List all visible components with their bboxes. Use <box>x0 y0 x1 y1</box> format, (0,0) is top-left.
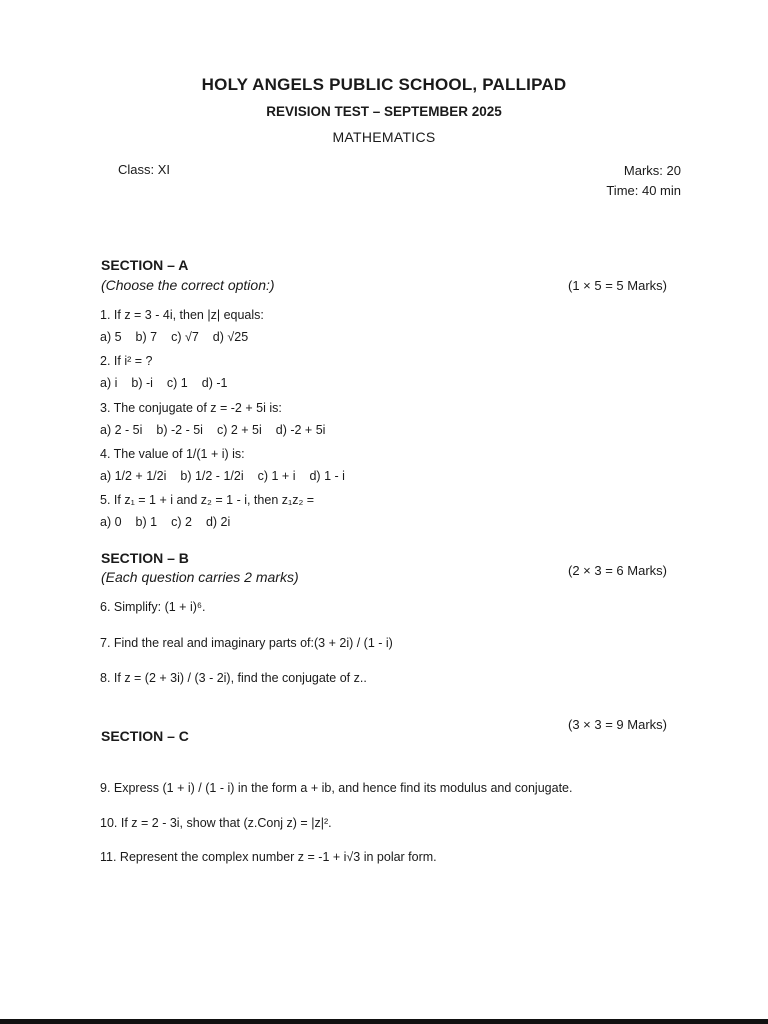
question-10: 10. If z = 2 - 3i, show that (z.Conj z) = |z|². <box>100 816 332 830</box>
time-label: Time: 40 min <box>606 183 681 198</box>
option: a) 0 <box>100 515 122 529</box>
option: a) i <box>100 376 118 390</box>
option: d) √25 <box>212 330 249 344</box>
question-6: 6. Simplify: (1 + i)⁶. <box>100 600 206 614</box>
question-4-options <box>100 469 359 483</box>
question-3-options <box>100 423 339 437</box>
section-b-marks: (2 × 3 = 6 Marks) <box>568 563 667 578</box>
option: d) -2 + 5i <box>275 423 326 437</box>
section-c-title: SECTION – C <box>101 728 189 744</box>
marks-label: Marks: 20 <box>623 163 681 178</box>
test-title: REVISION TEST – SEPTEMBER 2025 <box>266 104 502 119</box>
question-1: 1. If z = 3 - 4i, then |z| equals: <box>100 308 264 322</box>
question-5-options <box>100 515 244 529</box>
question-2-options <box>100 376 241 390</box>
option: a) 2 - 5i <box>100 423 143 437</box>
option: c) 1 <box>166 376 188 390</box>
question-8: 8. If z = (2 + 3i) / (3 - 2i), find the conjugate of z.. <box>100 671 367 685</box>
option: c) 2 + 5i <box>216 423 262 437</box>
option: a) 1/2 + 1/2i <box>100 469 167 483</box>
section-c-marks: (3 × 3 = 9 Marks) <box>568 717 667 732</box>
question-7: 7. Find the real and imaginary parts of:(3 + 2i) / (1 - i) <box>100 636 393 650</box>
class-label: Class: XI <box>118 162 171 177</box>
option: b) 1 <box>135 515 158 529</box>
option: a) 5 <box>100 330 122 344</box>
option: d) 1 - i <box>309 469 345 483</box>
school-name: HOLY ANGELS PUBLIC SCHOOL, PALLIPAD <box>201 75 567 94</box>
option: b) 7 <box>135 330 158 344</box>
section-b-subtitle: (Each question carries 2 marks) <box>101 569 299 585</box>
page-bottom-edge <box>0 1019 768 1024</box>
question-4: 4. The value of 1/(1 + i) is: <box>100 447 245 461</box>
option: c) √7 <box>171 330 199 344</box>
question-11: 11. Represent the complex number z = -1 + i√3 in polar form. <box>100 850 437 864</box>
option: c) 1 + i <box>257 469 296 483</box>
option: b) -i <box>131 376 153 390</box>
option: c) 2 <box>171 515 192 529</box>
question-9: 9. Express (1 + i) / (1 - i) in the form a + ib, and hence find its modulus and conjugate. <box>100 781 573 795</box>
option: b) -2 - 5i <box>156 423 203 437</box>
section-a-subtitle: (Choose the correct option:) <box>101 277 275 293</box>
question-1-options <box>100 330 262 344</box>
subject-title: MATHEMATICS <box>332 129 436 145</box>
question-5: 5. If z₁ = 1 + i and z₂ = 1 - i, then z₁z₂ = <box>100 493 315 507</box>
section-a-marks: (1 × 5 = 5 Marks) <box>568 278 667 293</box>
option: d) -1 <box>201 376 228 390</box>
section-a-title: SECTION – A <box>101 257 189 273</box>
question-3: 3. The conjugate of z = -2 + 5i is: <box>100 401 282 415</box>
option: b) 1/2 - 1/2i <box>180 469 244 483</box>
question-2: 2. If i² = ? <box>100 354 153 368</box>
section-b-title: SECTION – B <box>101 550 189 566</box>
option: d) 2i <box>205 515 231 529</box>
